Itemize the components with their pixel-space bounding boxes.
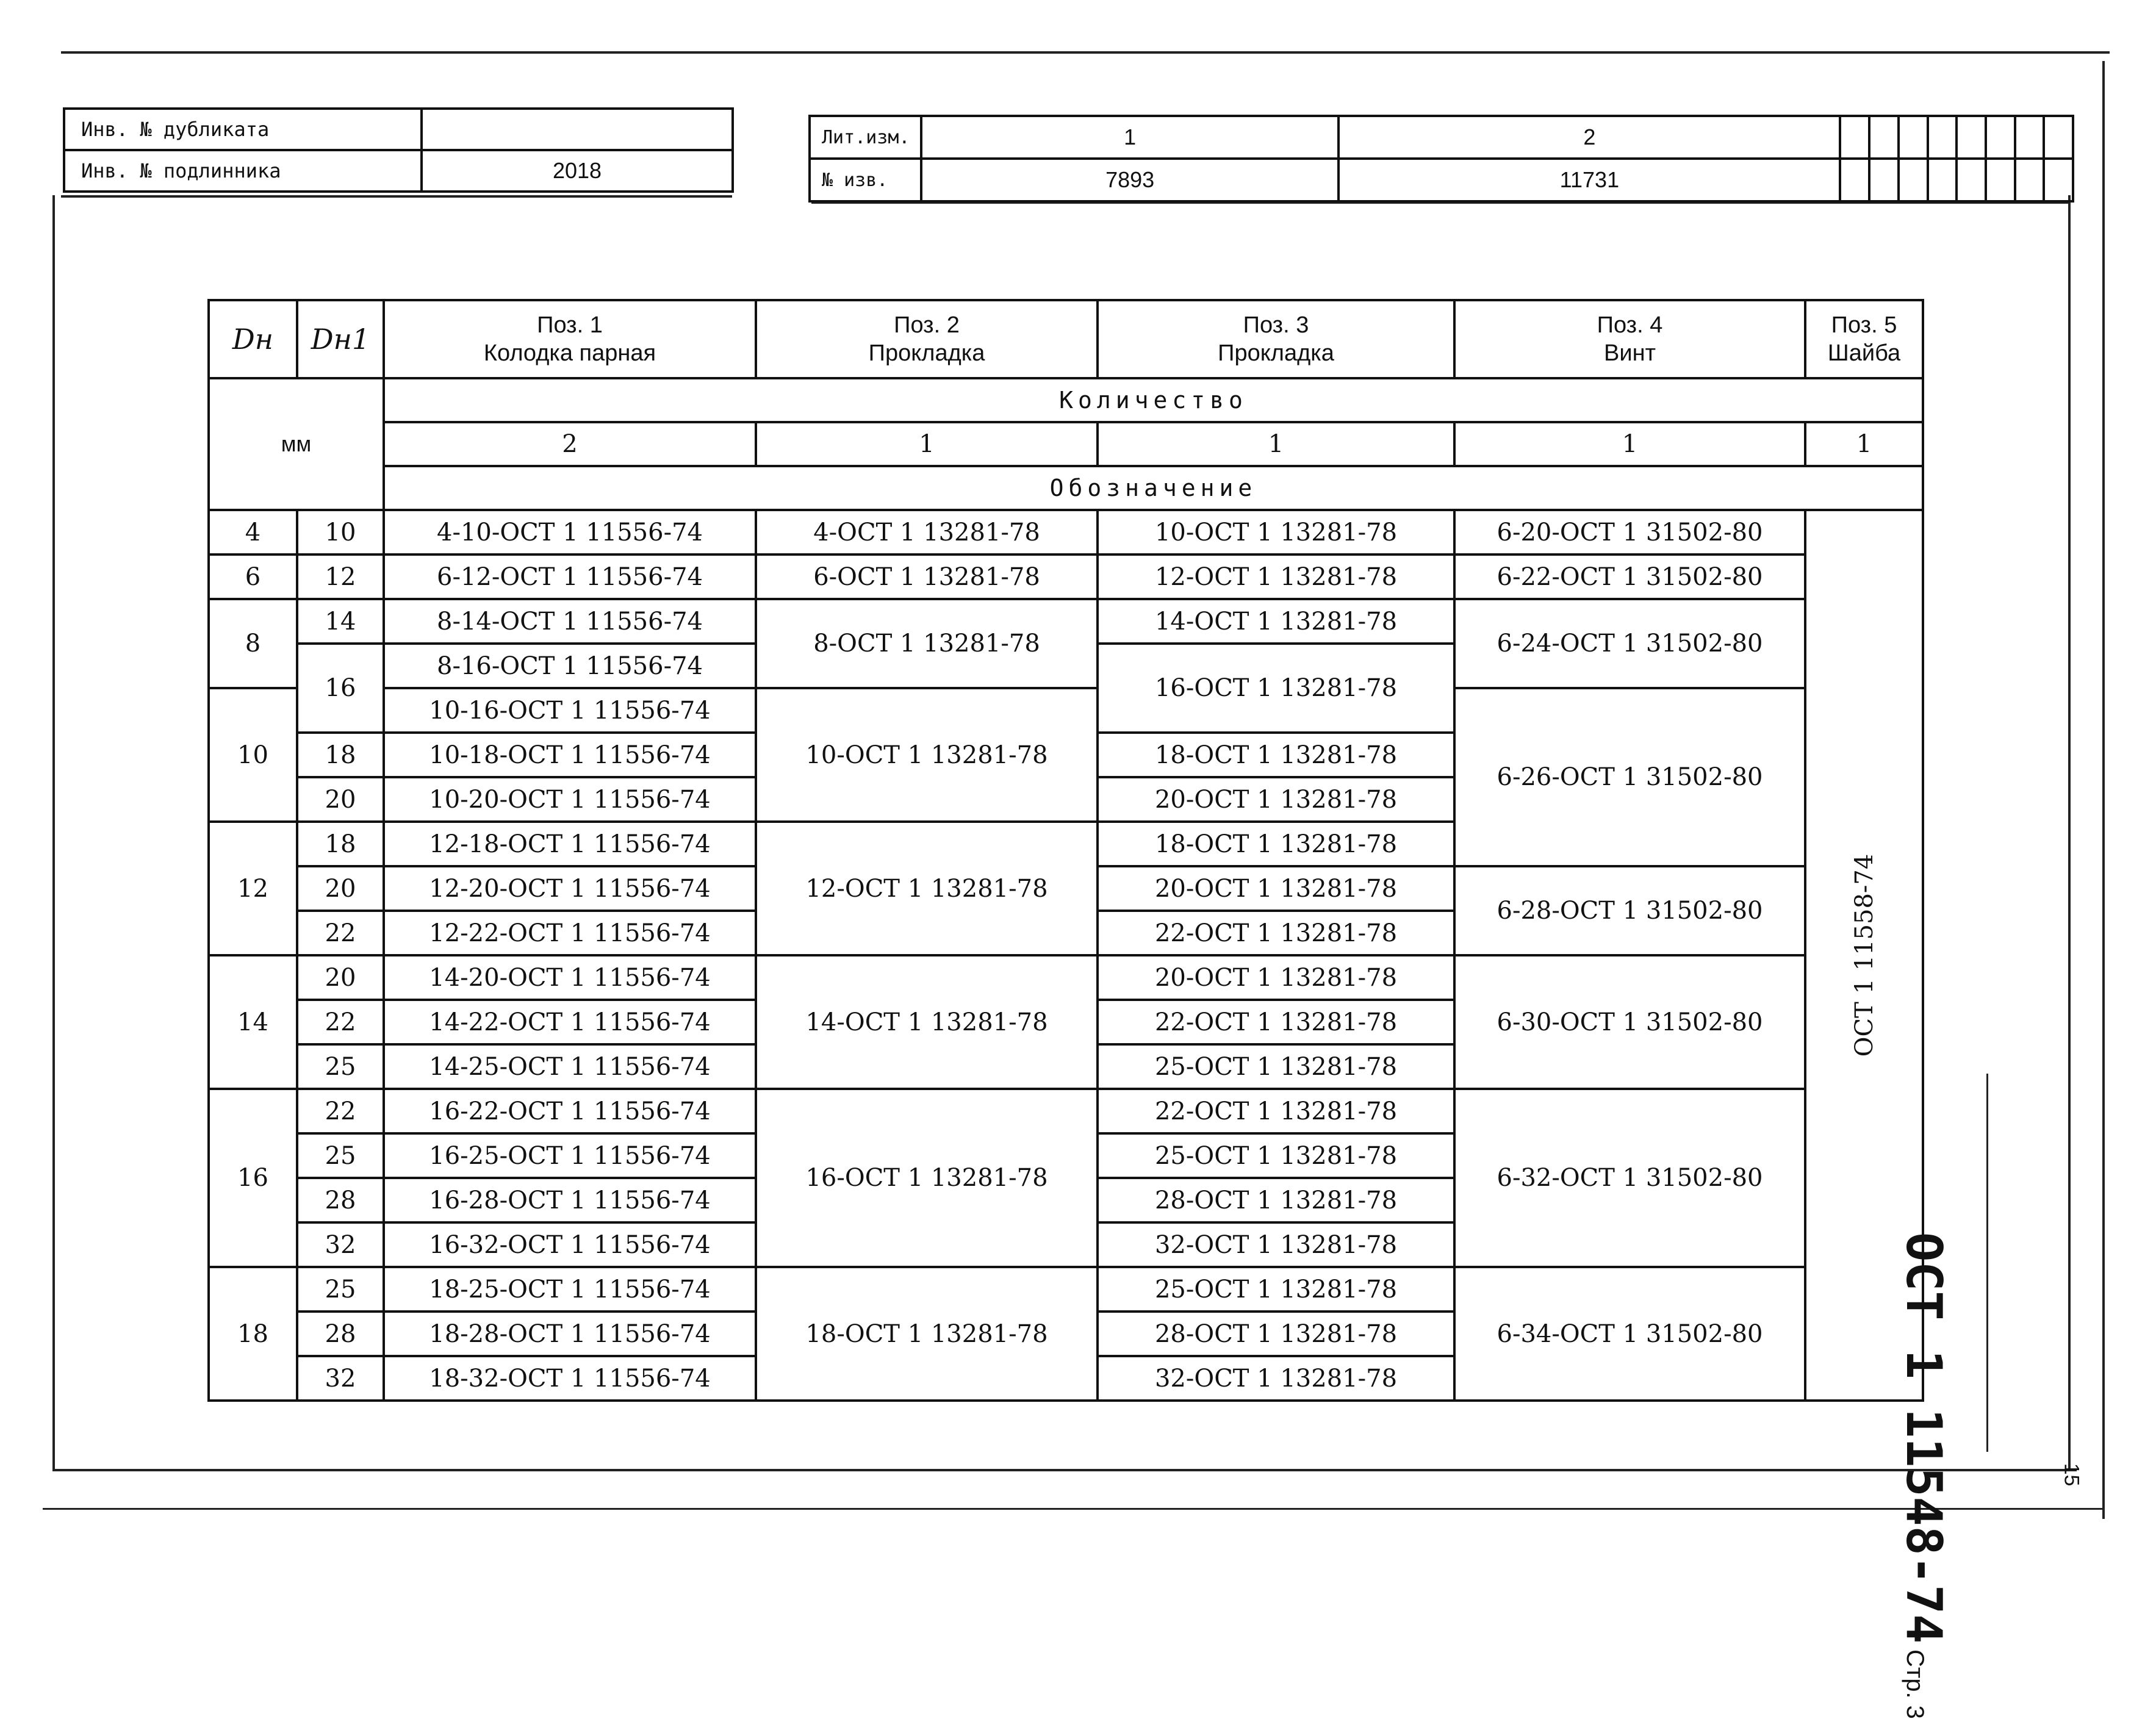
pos1-cell: 12-18-ОСТ 1 11556-74 xyxy=(384,822,756,866)
notice-number-cell xyxy=(1899,159,1928,201)
pos3-cell: 28-ОСТ 1 13281-78 xyxy=(1098,1312,1454,1356)
pos4-cell: 6-34-ОСТ 1 31502-80 xyxy=(1454,1267,1805,1401)
dh-cell: 10 xyxy=(209,688,297,822)
dh1-cell: 22 xyxy=(297,911,384,955)
frame-bottom-line xyxy=(52,1469,2077,1471)
pos1-cell: 4-10-ОСТ 1 11556-74 xyxy=(384,510,756,554)
duplicate-inventory-label: Инв. № дубликата xyxy=(64,109,422,150)
header-pos-3-number: Поз. 3 xyxy=(1243,312,1309,338)
header-pos-2-number: Поз. 2 xyxy=(894,312,960,338)
header-pos-3-name: Прокладка xyxy=(1218,340,1334,366)
dh1-cell: 32 xyxy=(297,1222,384,1267)
notice-number-cell xyxy=(2044,159,2073,201)
page-label: Стр. 3 xyxy=(1902,1649,1928,1719)
notice-number-cell xyxy=(1869,159,1899,201)
dh1-cell: 12 xyxy=(297,554,384,599)
header-pos-1 xyxy=(384,300,756,378)
revision-letter-cell: 2 xyxy=(1339,116,1840,159)
notice-number-label: № изв. xyxy=(810,159,921,201)
document-code: ОСТ 1 11548-74 xyxy=(1895,1232,1952,1644)
pos3-cell: 14-ОСТ 1 13281-78 xyxy=(1098,599,1454,644)
pos1-cell: 16-22-ОСТ 1 11556-74 xyxy=(384,1089,756,1133)
pos4-cell: 6-32-ОСТ 1 31502-80 xyxy=(1454,1089,1805,1267)
notice-number-cell: 7893 xyxy=(921,159,1339,201)
dh1-cell: 25 xyxy=(297,1133,384,1178)
stamp-top-line xyxy=(61,195,732,198)
outer-right-line xyxy=(2102,61,2105,1519)
pos2-cell: 16-ОСТ 1 13281-78 xyxy=(756,1089,1098,1267)
sheet-number: 15 xyxy=(2060,1463,2083,1487)
pos1-cell: 16-25-ОСТ 1 11556-74 xyxy=(384,1133,756,1178)
frame-right-line xyxy=(2068,195,2071,1470)
notice-number-cell: 11731 xyxy=(1339,159,1840,201)
quantity-pos-3: 1 xyxy=(1098,422,1454,466)
outer-bottom-line xyxy=(43,1508,2105,1510)
header-pos-4-name: Винт xyxy=(1604,340,1656,366)
dh1-cell: 20 xyxy=(297,777,384,822)
pos3-cell: 16-ОСТ 1 13281-78 xyxy=(1098,644,1454,733)
pos1-cell: 10-18-ОСТ 1 11556-74 xyxy=(384,733,756,777)
pos4-cell: 6-30-ОСТ 1 31502-80 xyxy=(1454,955,1805,1089)
notice-number-cell xyxy=(2015,159,2044,201)
pos4-cell: 6-28-ОСТ 1 31502-80 xyxy=(1454,866,1805,955)
dh-cell: 6 xyxy=(209,554,297,599)
pos1-cell: 12-22-ОСТ 1 11556-74 xyxy=(384,911,756,955)
dh1-cell: 32 xyxy=(297,1356,384,1401)
original-inventory-label: Инв. № подлинника xyxy=(64,150,422,192)
pos3-cell: 22-ОСТ 1 13281-78 xyxy=(1098,1000,1454,1044)
pos1-cell: 14-25-ОСТ 1 11556-74 xyxy=(384,1044,756,1089)
pos3-cell: 22-ОСТ 1 13281-78 xyxy=(1098,911,1454,955)
revision-stamp xyxy=(808,115,2074,203)
quantity-pos-5: 1 xyxy=(1805,422,1923,466)
revision-letter-label: Лит.изм. xyxy=(810,116,921,159)
unit-cell: мм xyxy=(209,378,384,510)
duplicate-inventory-value xyxy=(422,109,733,150)
header-pos-5 xyxy=(1805,300,1923,378)
pos1-cell: 16-28-ОСТ 1 11556-74 xyxy=(384,1178,756,1222)
pos3-cell: 10-ОСТ 1 13281-78 xyxy=(1098,510,1454,554)
pos1-cell: 14-20-ОСТ 1 11556-74 xyxy=(384,955,756,1000)
header-pos-2 xyxy=(756,300,1098,378)
pos3-cell: 32-ОСТ 1 13281-78 xyxy=(1098,1356,1454,1401)
header-pos-4 xyxy=(1454,300,1805,378)
pos4-cell: 6-22-ОСТ 1 31502-80 xyxy=(1454,554,1805,599)
dh-cell: 12 xyxy=(209,822,297,955)
dh1-cell: 22 xyxy=(297,1000,384,1044)
pos3-cell: 20-ОСТ 1 13281-78 xyxy=(1098,955,1454,1000)
dh1-cell: 16 xyxy=(297,644,384,733)
header-outer-diameter-1: Dн1 xyxy=(297,300,384,378)
pos4-cell: 6-26-ОСТ 1 31502-80 xyxy=(1454,688,1805,866)
header-pos-1-number: Поз. 1 xyxy=(537,312,603,338)
pos3-cell: 20-ОСТ 1 13281-78 xyxy=(1098,777,1454,822)
pos3-cell: 28-ОСТ 1 13281-78 xyxy=(1098,1178,1454,1222)
pos1-cell: 10-20-ОСТ 1 11556-74 xyxy=(384,777,756,822)
original-inventory-value: 2018 xyxy=(422,150,733,192)
notice-number-cell xyxy=(1986,159,2015,201)
pos3-cell: 25-ОСТ 1 13281-78 xyxy=(1098,1044,1454,1089)
revision-letter-cell xyxy=(2044,116,2073,159)
header-outer-diameter: Dн xyxy=(209,300,297,378)
pos1-cell: 16-32-ОСТ 1 11556-74 xyxy=(384,1222,756,1267)
designation-label: Обозначение xyxy=(384,466,1923,510)
dh1-cell: 25 xyxy=(297,1267,384,1312)
pos2-cell: 10-ОСТ 1 13281-78 xyxy=(756,688,1098,822)
dh1-cell: 14 xyxy=(297,599,384,644)
notice-number-cell xyxy=(1840,159,1869,201)
revision-letter-cell xyxy=(1899,116,1928,159)
revision-letter-cell xyxy=(2015,116,2044,159)
revision-letter-cell xyxy=(1928,116,1957,159)
code-underline xyxy=(1986,1074,1988,1452)
pos2-cell: 12-ОСТ 1 13281-78 xyxy=(756,822,1098,955)
dh-cell: 4 xyxy=(209,510,297,554)
pos1-cell: 12-20-ОСТ 1 11556-74 xyxy=(384,866,756,911)
revision-letter-cell xyxy=(1957,116,1986,159)
pos5-value: ОСТ 1 11558-74 xyxy=(1850,853,1878,1057)
header-pos-1-name: Колодка парная xyxy=(483,340,656,366)
pos2-cell: 8-ОСТ 1 13281-78 xyxy=(756,599,1098,688)
pos3-cell: 20-ОСТ 1 13281-78 xyxy=(1098,866,1454,911)
pos4-cell: 6-24-ОСТ 1 31502-80 xyxy=(1454,599,1805,688)
dh1-cell: 20 xyxy=(297,955,384,1000)
pos1-cell: 14-22-ОСТ 1 11556-74 xyxy=(384,1000,756,1044)
pos2-cell: 14-ОСТ 1 13281-78 xyxy=(756,955,1098,1089)
quantity-pos-2: 1 xyxy=(756,422,1098,466)
frame-left-line xyxy=(52,195,55,1470)
quantity-pos-4: 1 xyxy=(1454,422,1805,466)
pos1-cell: 8-16-ОСТ 1 11556-74 xyxy=(384,644,756,688)
dh1-cell: 28 xyxy=(297,1178,384,1222)
dh1-cell: 10 xyxy=(297,510,384,554)
dh1-cell: 28 xyxy=(297,1312,384,1356)
pos3-cell: 22-ОСТ 1 13281-78 xyxy=(1098,1089,1454,1133)
dh1-cell: 18 xyxy=(297,822,384,866)
pos3-cell: 12-ОСТ 1 13281-78 xyxy=(1098,554,1454,599)
header-pos-5-name: Шайба xyxy=(1827,340,1901,366)
revision-letter-cell: 1 xyxy=(921,116,1339,159)
revision-letter-cell xyxy=(1986,116,2015,159)
header-pos-3 xyxy=(1098,300,1454,378)
dh-cell: 8 xyxy=(209,599,297,688)
quantity-pos-1: 2 xyxy=(384,422,756,466)
pos1-cell: 18-32-ОСТ 1 11556-74 xyxy=(384,1356,756,1401)
header-pos-4-number: Поз. 4 xyxy=(1597,312,1663,338)
quantity-label: Количество xyxy=(384,378,1923,422)
pos3-cell: 18-ОСТ 1 13281-78 xyxy=(1098,733,1454,777)
pos2-cell: 4-ОСТ 1 13281-78 xyxy=(756,510,1098,554)
pos2-cell: 18-ОСТ 1 13281-78 xyxy=(756,1267,1098,1401)
header-pos-5-number: Поз. 5 xyxy=(1831,312,1897,338)
revision-letter-cell xyxy=(1840,116,1869,159)
pos1-cell: 18-25-ОСТ 1 11556-74 xyxy=(384,1267,756,1312)
dh-cell: 16 xyxy=(209,1089,297,1267)
pos3-cell: 25-ОСТ 1 13281-78 xyxy=(1098,1133,1454,1178)
pos2-cell: 6-ОСТ 1 13281-78 xyxy=(756,554,1098,599)
dh-cell: 18 xyxy=(209,1267,297,1401)
top-border-line xyxy=(61,51,2110,54)
pos1-cell: 8-14-ОСТ 1 11556-74 xyxy=(384,599,756,644)
dh1-cell: 18 xyxy=(297,733,384,777)
pos3-cell: 18-ОСТ 1 13281-78 xyxy=(1098,822,1454,866)
dh1-cell: 20 xyxy=(297,866,384,911)
notice-number-cell xyxy=(1957,159,1986,201)
pos1-cell: 10-16-ОСТ 1 11556-74 xyxy=(384,688,756,733)
pos3-cell: 25-ОСТ 1 13281-78 xyxy=(1098,1267,1454,1312)
dh-cell: 14 xyxy=(209,955,297,1089)
revision-letter-cell xyxy=(1869,116,1899,159)
dh1-cell: 25 xyxy=(297,1044,384,1089)
pos1-cell: 6-12-ОСТ 1 11556-74 xyxy=(384,554,756,599)
pos1-cell: 18-28-ОСТ 1 11556-74 xyxy=(384,1312,756,1356)
pos4-cell: 6-20-ОСТ 1 31502-80 xyxy=(1454,510,1805,554)
header-pos-2-name: Прокладка xyxy=(868,340,985,366)
specification-table xyxy=(207,299,1924,1402)
pos3-cell: 32-ОСТ 1 13281-78 xyxy=(1098,1222,1454,1267)
dh1-cell: 22 xyxy=(297,1089,384,1133)
inventory-stamp xyxy=(63,107,734,193)
document-code-block xyxy=(1895,1232,1952,1719)
notice-number-cell xyxy=(1928,159,1957,201)
